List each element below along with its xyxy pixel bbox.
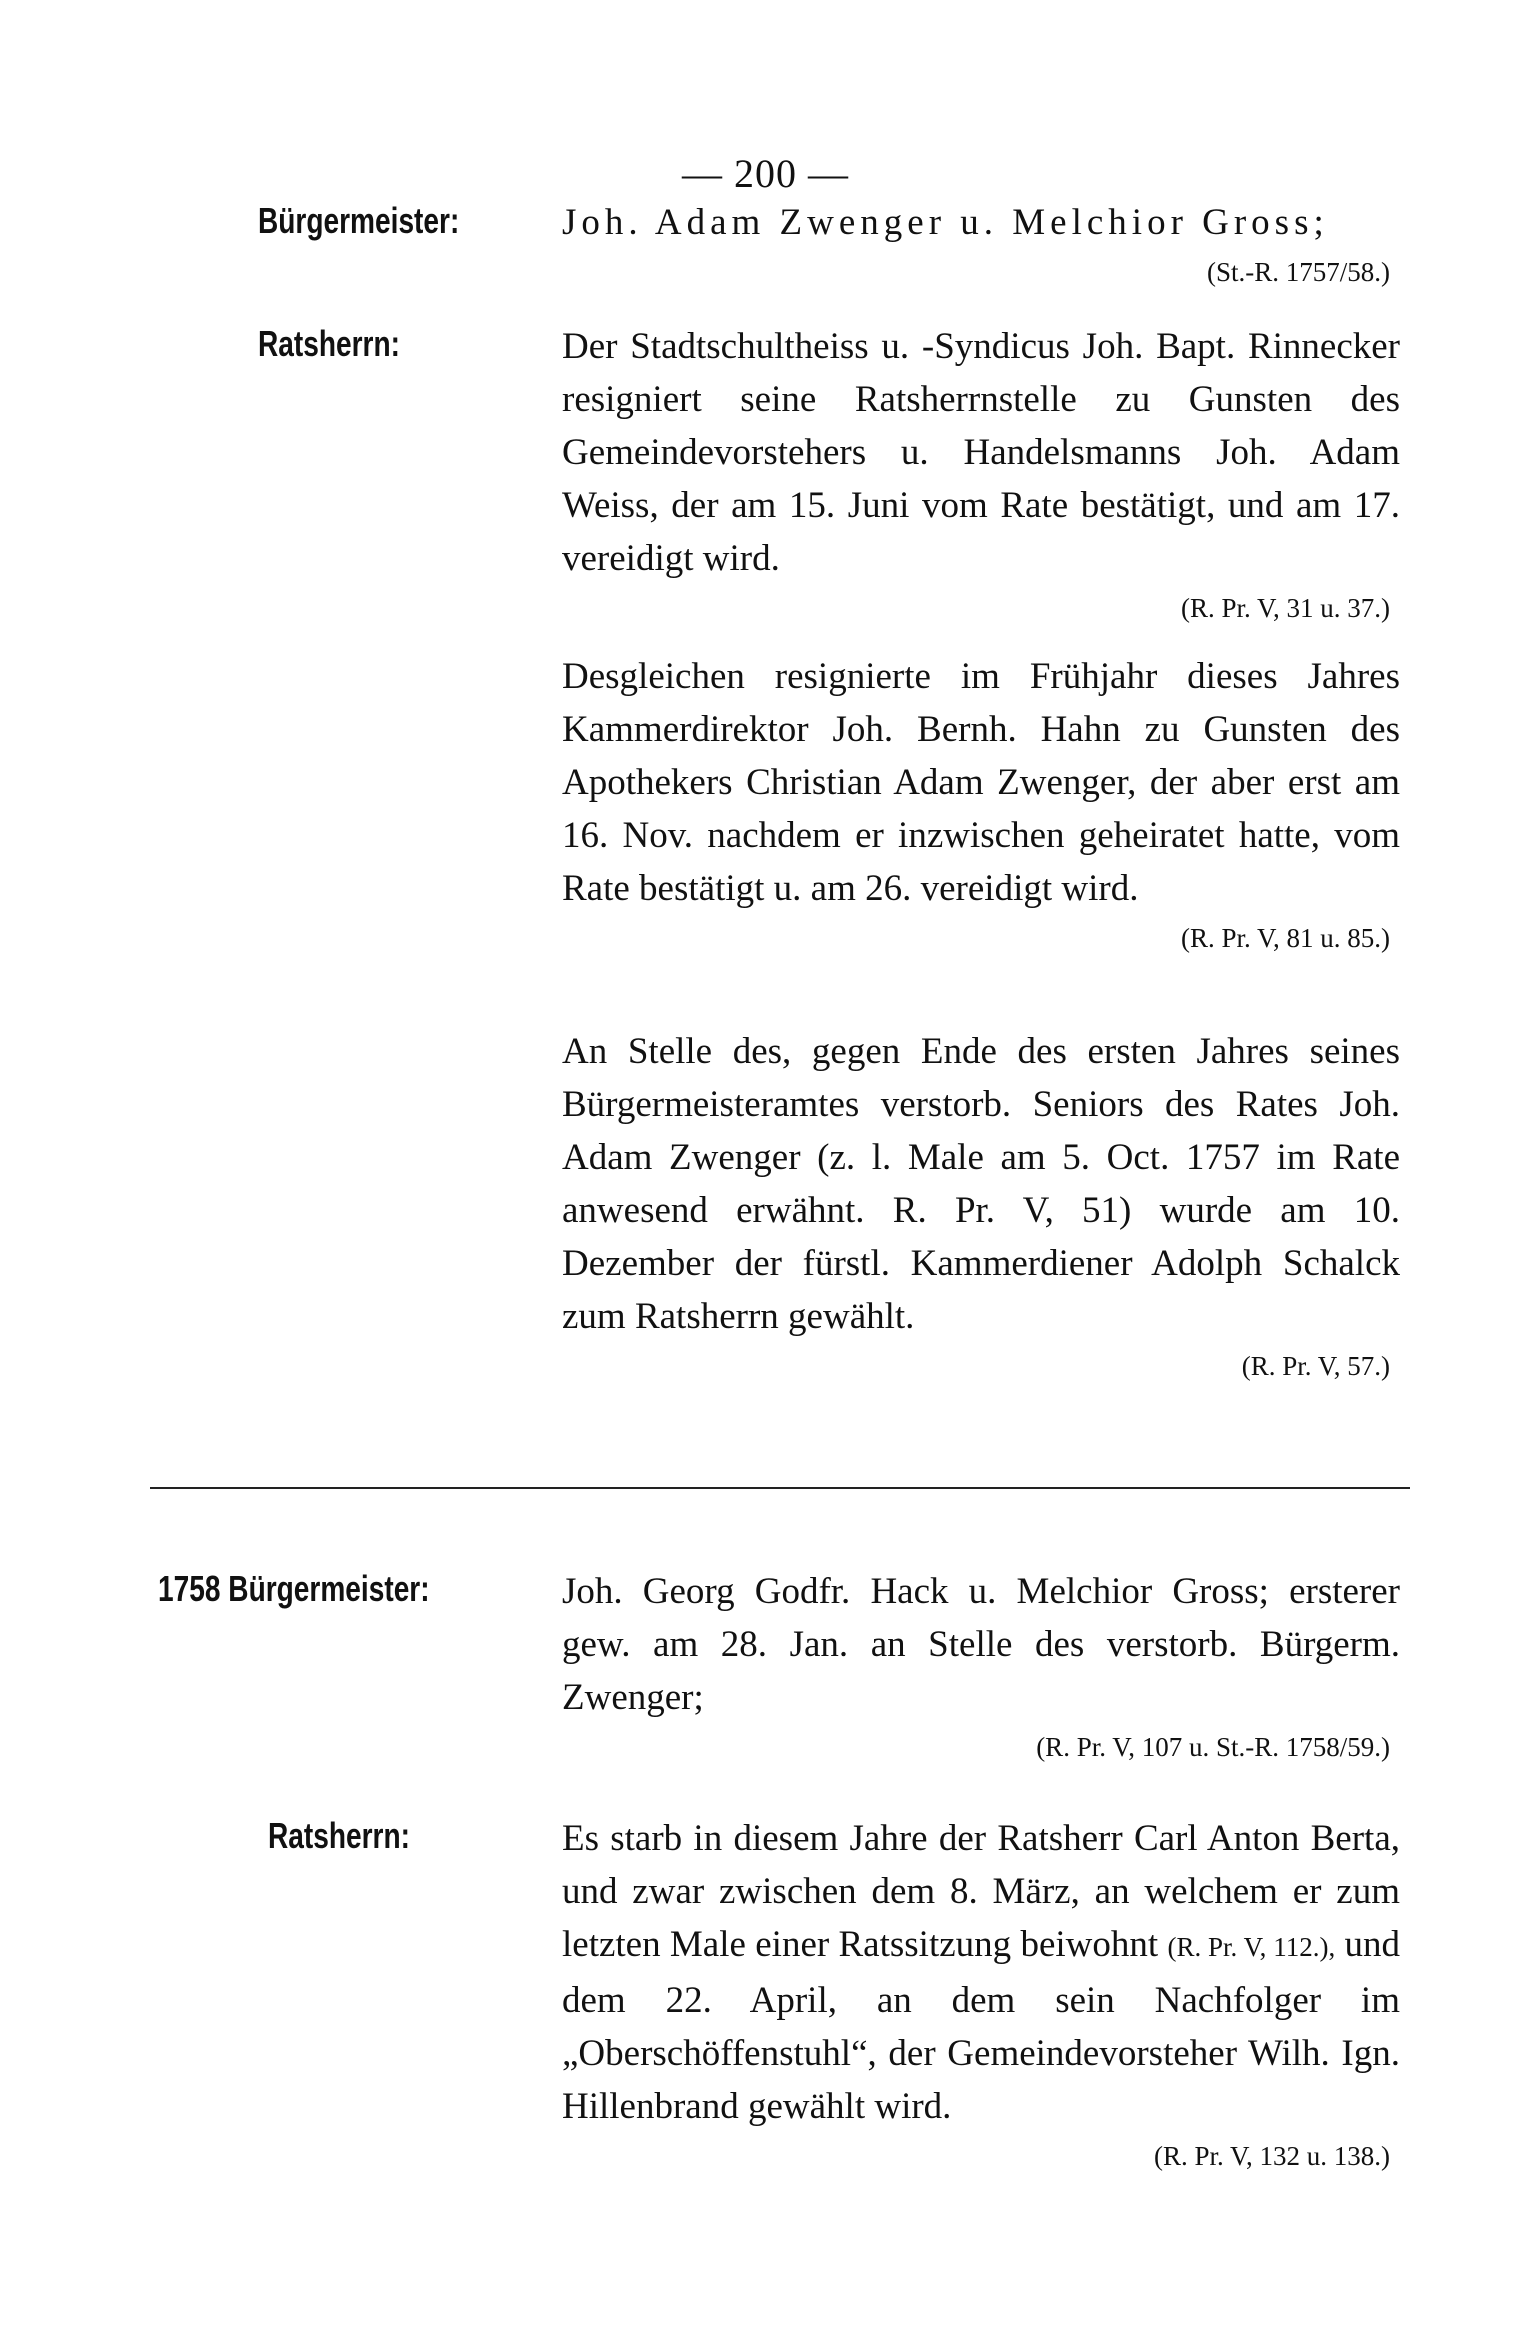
text-before: Es starb in diesem Jahre der Ratsherr Carl Anton Berta, und zwar zwischen dem 8. März, an welchem er zum letzten Male einer Ratssitzung beiwohnt xyxy=(562,1818,1400,1965)
mayors-entry-1758 xyxy=(562,1565,1400,1770)
paragraph-4 xyxy=(562,1812,1400,2179)
year-1758-label xyxy=(158,1568,430,1610)
mayors-text: Joh. Georg Godfr. Hack u. Melchior Gross; ersterer gew. am 28. Jan. an Stelle des verstorb. Bürgerm. Zwenger; xyxy=(562,1571,1400,1718)
text-after: und dem 22. April, an dem sein Nachfolger im „Oberschöffenstuhl“, der Gemeindevorsteher Wilh. Ign. Hillenbrand gewählt wird. xyxy=(562,1924,1401,2127)
paragraph-text xyxy=(562,1812,1400,2133)
citation: (R. Pr. V, 31 u. 37.) xyxy=(1180,593,1390,623)
page-number: — 200 — xyxy=(682,151,849,196)
citation: (St.-R. 1757/58.) xyxy=(1206,257,1390,287)
citation: (R. Pr. V, 81 u. 85.) xyxy=(1180,923,1390,953)
mayors-label-1757: Bürgermeister: xyxy=(258,200,460,241)
citation: (R. Pr. V, 107 u. St.-R. 1758/59.) xyxy=(1036,1732,1390,1762)
mayors-label-1758: Bürgermeister: xyxy=(228,1568,430,1609)
paragraph-text: Desgleichen resignierte im Frühjahr dieses Jahres Kammerdirektor Joh. Bernh. Hahn zu Gunsten des Apothekers Christian Adam Zwenger, der aber erst am 16. Nov. nachdem er inzwischen geheiratet hatte, vom Rate bestätigt u. am 26. vereidigt wird. xyxy=(562,656,1400,909)
mayors-text: Joh. Adam Zwenger u. Melchior Gross; xyxy=(562,202,1329,243)
section-divider xyxy=(150,1487,1410,1489)
year: 1758 xyxy=(158,1568,221,1609)
paragraph-3 xyxy=(562,1025,1400,1389)
paragraph-text: Der Stadtschultheiss u. -Syndicus Joh. Bapt. Rinnecker resigniert seine Ratsherrnstelle zu Gunsten des Gemeindevorstehers u. Handelsmanns Joh. Adam Weiss, der am 15. Juni vom Rate bestätigt, und am 17. vereidigt wird. xyxy=(562,326,1400,579)
councillors-label-1758: Ratsherrn: xyxy=(268,1815,410,1856)
inline-citation: (R. Pr. V, 112.), xyxy=(1167,1932,1336,1962)
paragraph-1 xyxy=(562,320,1400,631)
citation: (R. Pr. V, 132 u. 138.) xyxy=(1153,2141,1390,2171)
councillors-label-1757: Ratsherrn: xyxy=(258,323,400,364)
mayors-entry-1757 xyxy=(562,196,1400,295)
paragraph-2 xyxy=(562,650,1400,961)
citation: (R. Pr. V, 57.) xyxy=(1241,1351,1390,1381)
paragraph-text: An Stelle des, gegen Ende des ersten Jahres seines Bürgermeisteramtes verstorb. Seniors des Rates Joh. Adam Zwenger (z. l. Male am 5. Oct. 1757 im Rate anwesend erwähnt. R. Pr. V, 51) wurde am 10. Dezember der fürstl. Kammerdiener Adolph Schalck zum Ratsherrn gewählt. xyxy=(562,1031,1400,1337)
